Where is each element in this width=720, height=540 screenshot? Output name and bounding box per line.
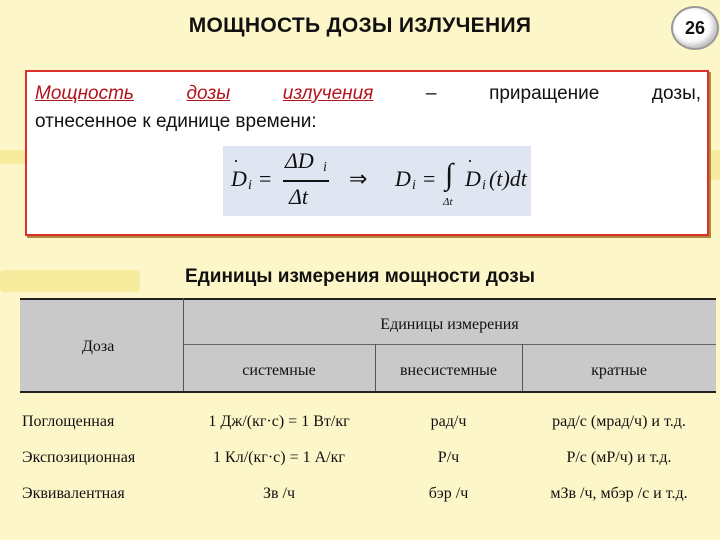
units-table [20,298,716,528]
definition-term-word: излучения [282,83,374,104]
integrand: D [465,166,481,191]
slide-title: МОЩНОСТЬ ДОЗЫ ИЗЛУЧЕНИЯ [188,14,532,37]
formula-lhs: D [231,166,247,191]
row-multiple: рад/с (мрад/ч) и т.д. [552,413,686,430]
units-heading: Единицы измерения мощности дозы [185,266,535,287]
row-nonsystem: рад/ч [430,413,467,430]
formula-lhs-sub: i [248,178,252,193]
row-multiple: Р/с (мР/ч) и т.д. [566,449,672,466]
header-nonsystem: внесистемные [399,362,497,379]
definition-line-1 [35,80,701,108]
definition-term-word: Мощность [35,83,134,104]
header-units: Единицы измерения [380,316,519,333]
formula-den: Δt [289,184,309,209]
formula-rhs: D [395,166,411,191]
row-nonsystem: Р/ч [437,449,460,466]
row-system: Зв /ч [262,485,296,502]
page-number-badge: 26 [671,6,719,50]
header-multiple: кратные [591,362,647,379]
row-nonsystem: бэр /ч [428,485,469,502]
implies-symbol: ⇒ [349,166,368,191]
definition-line-2: отнесенное к единице времени: [35,111,317,132]
row-system: 1 Кл/(кг·с) = 1 А/кг [213,449,345,466]
definition-box [25,70,709,236]
formula-rhs-eq: = [423,166,436,191]
row-dose: Экспозиционная [22,449,136,466]
integral-symbol: ∫ [445,158,454,191]
header-dose: Доза [82,338,115,355]
row-multiple: мЗв /ч, мбэр /с и т.д. [550,485,688,502]
formula-num: ΔD [285,148,314,173]
formula-eq: = [259,166,272,191]
definition-term-word: дозы [186,83,231,104]
header-bottom-border [20,391,716,393]
header-divider [183,344,716,345]
row-dose: Эквивалентная [22,485,125,502]
table-top-border [20,298,716,300]
integral-lower-limit: Δt [443,196,453,208]
row-dose: Поглощенная [22,413,115,430]
fraction-bar [283,180,329,182]
header-system: системные [242,362,316,379]
definition-rest: – приращение дозы, [425,83,702,104]
dose-rate-formula: · D i = ΔD i Δt ⇒ D i = ∫ Δt · D i (t)dt [223,146,531,216]
row-system: 1 Дж/(кг·с) = 1 Вт/кг [208,413,350,430]
integrand-tail: (t)dt [489,166,527,191]
